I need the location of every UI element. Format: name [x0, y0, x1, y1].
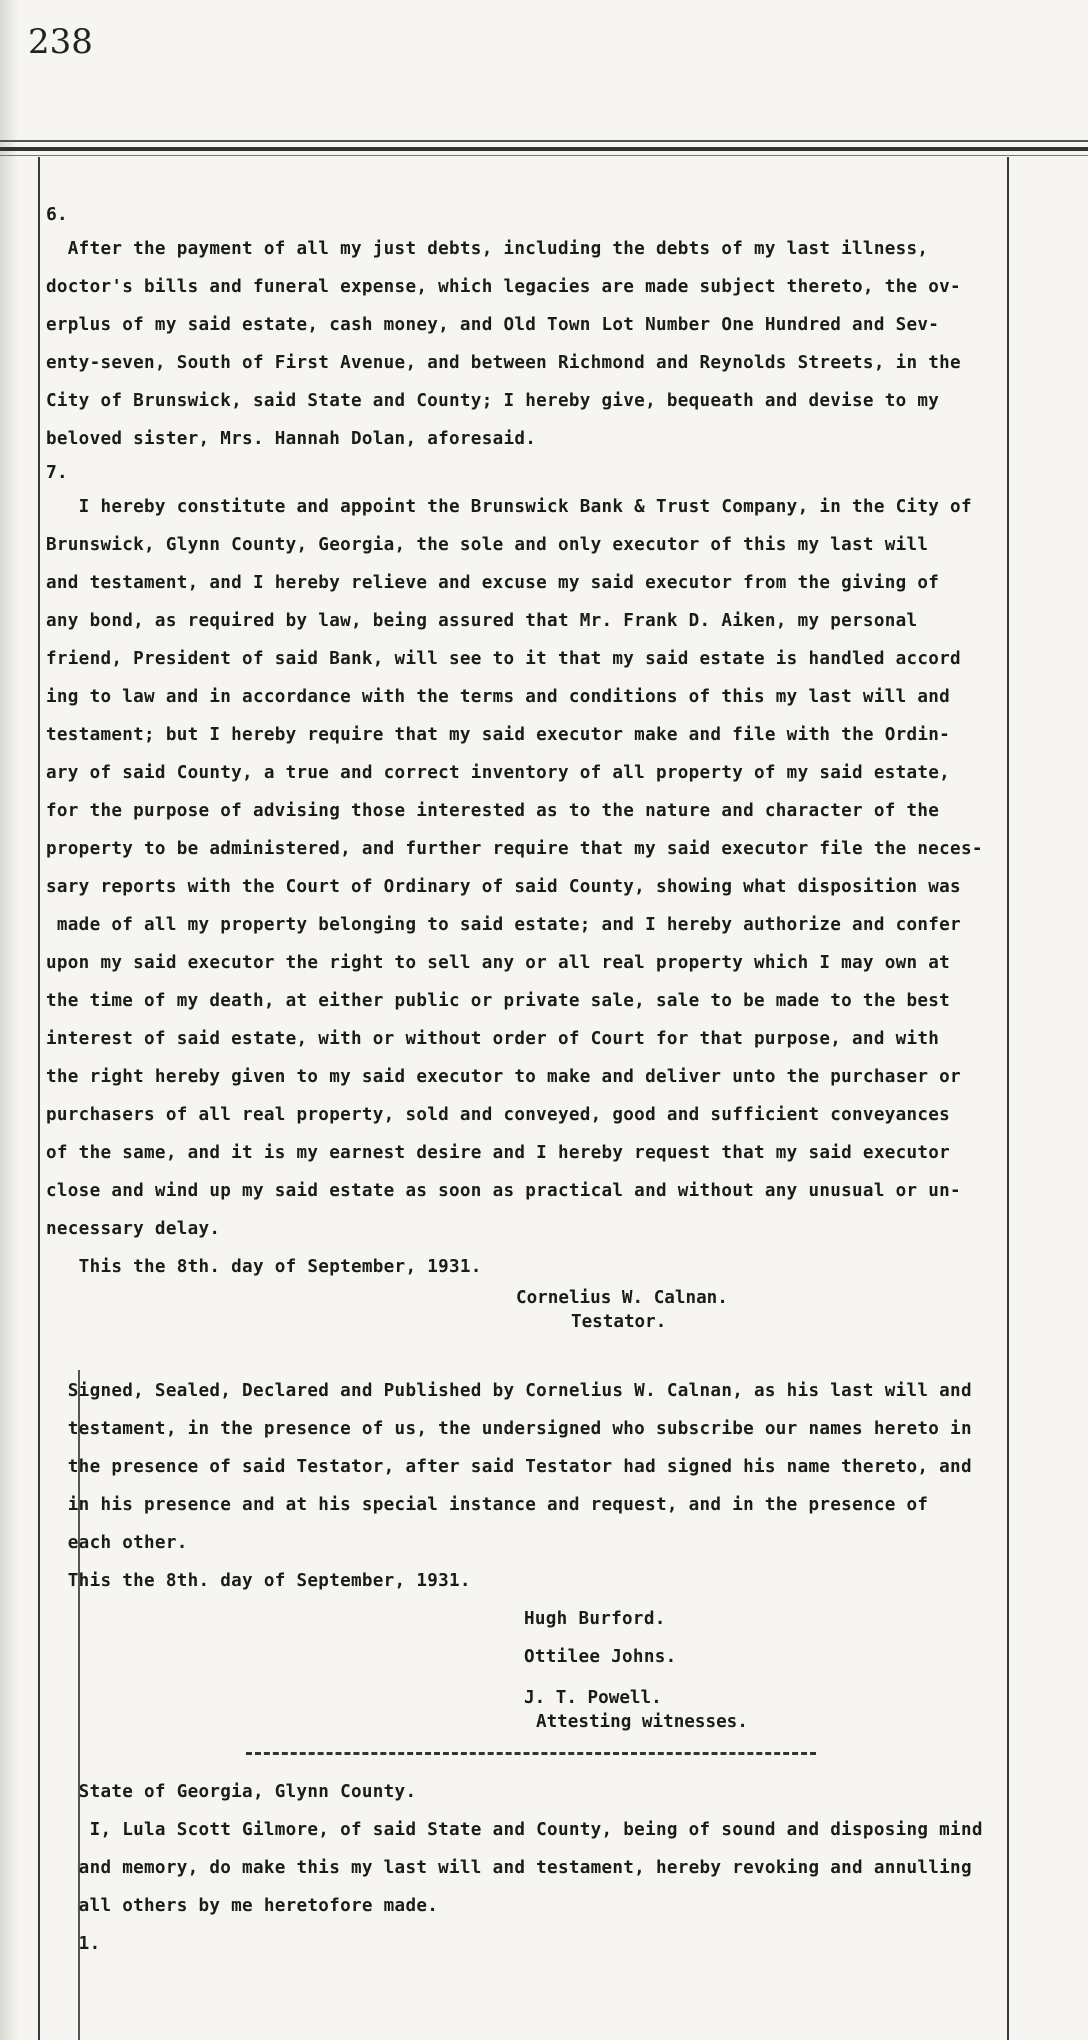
section-7-text — [46, 488, 1036, 1248]
item-number: 1. — [46, 1934, 101, 1954]
attestation-clause — [46, 1372, 1036, 1562]
text-line: testament, in the presence of us, the undersigned who subscribe our names hereto in — [46, 1419, 972, 1439]
text-line: After the payment of all my just debts, including the debts of my last illness, — [46, 239, 929, 259]
text-line: erplus of my said estate, cash money, and Old Town Lot Number One Hundred and Sev- — [46, 315, 940, 335]
text-line: upon my said executor the right to sell any or all real property which I may own at — [46, 953, 951, 973]
text-line: each other. — [46, 1533, 188, 1553]
section-divider — [246, 1752, 816, 1755]
header-rule-thin — [0, 155, 1088, 156]
page-number: 238 — [28, 22, 93, 62]
text-line: ing to law and in accordance with the terms and conditions of this my last will and — [46, 687, 951, 707]
witness-name: Ottilee Johns. — [524, 1647, 677, 1667]
text-line: I, Lula Scott Gilmore, of said State and County, being of sound and disposing mind — [46, 1820, 983, 1840]
header-rule — [0, 140, 1088, 142]
text-line: and testament, and I hereby relieve and excuse my said executor from the giving of — [46, 573, 940, 593]
text-line: ary of said County, a true and correct inventory of all property of my said estate, — [46, 763, 951, 783]
text-line: property to be administered, and further require that my said executor file the neces- — [46, 839, 983, 859]
section-6-text — [46, 230, 1036, 458]
text-line: enty-seven, South of First Avenue, and between Richmond and Reynolds Streets, in the — [46, 353, 961, 373]
witnesses-title: Attesting witnesses. — [536, 1712, 748, 1732]
header-rule-thick — [0, 147, 1088, 151]
left-margin-line — [38, 157, 40, 2040]
date-line: This the 8th. day of September, 1931. — [46, 1571, 471, 1591]
text-line: the time of my death, at either public or private sale, sale to be made to the best — [46, 991, 951, 1011]
witness-name: J. T. Powell. — [524, 1688, 662, 1708]
text-line: testament; but I hereby require that my said executor make and file with the Ordin- — [46, 725, 951, 745]
witness-name: Hugh Burford. — [524, 1609, 666, 1629]
text-line: the right hereby given to my said executor to make and deliver unto the purchaser or — [46, 1067, 961, 1087]
spacer — [46, 1334, 1036, 1372]
text-line: doctor's bills and funeral expense, which legacies are made subject thereto, the ov- — [46, 277, 961, 297]
text-line: all others by me heretofore made. — [46, 1896, 439, 1916]
witness-list — [46, 1600, 1036, 1734]
testator-name: Cornelius W. Calnan. — [516, 1288, 728, 1308]
text-line: and memory, do make this my last will and testament, hereby revoking and annulling — [46, 1858, 972, 1878]
text-line: any bond, as required by law, being assured that Mr. Frank D. Aiken, my personal — [46, 611, 918, 631]
document-body — [46, 200, 1036, 1963]
text-line: the presence of said Testator, after said Testator had signed his name thereto, and — [46, 1457, 972, 1477]
scan-edge — [0, 0, 18, 2040]
text-line: close and wind up my said estate as soon as practical and without any unusual or un- — [46, 1181, 961, 1201]
next-will — [46, 1773, 1036, 1963]
text-line: friend, President of said Bank, will see to it that my said estate is handled accord — [46, 649, 961, 669]
text-line: made of all my property belonging to said estate; and I hereby authorize and confer — [46, 915, 961, 935]
text-line: interest of said estate, with or without order of Court for that purpose, and with — [46, 1029, 940, 1049]
text-line: Brunswick, Glynn County, Georgia, the sole and only executor of this my last will — [46, 535, 929, 555]
text-line: for the purpose of advising those interested as to the nature and character of the — [46, 801, 940, 821]
section-number-6: 6. — [46, 204, 68, 225]
text-line: necessary delay. — [46, 1219, 221, 1239]
text-line: beloved sister, Mrs. Hannah Dolan, aforesaid. — [46, 429, 537, 449]
section-number-7: 7. — [46, 462, 68, 483]
text-line: City of Brunswick, said State and County; I hereby give, bequeath and devise to my — [46, 391, 940, 411]
text-line: purchasers of all real property, sold and conveyed, good and sufficient conveyances — [46, 1105, 951, 1125]
date-line: This the 8th. day of September, 1931. — [46, 1257, 482, 1277]
text-line: sary reports with the Court of Ordinary of said County, showing what disposition was — [46, 877, 961, 897]
text-line: I hereby constitute and appoint the Brunswick Bank & Trust Company, in the City of — [46, 497, 972, 517]
text-line: Signed, Sealed, Declared and Published by Cornelius W. Calnan, as his last will and — [46, 1381, 972, 1401]
testator-title: Testator. — [571, 1312, 667, 1332]
text-line: in his presence and at his special instance and request, and in the presence of — [46, 1495, 929, 1515]
text-line: of the same, and it is my earnest desire and I hereby request that my said executor — [46, 1143, 951, 1163]
jurisdiction-heading: State of Georgia, Glynn County. — [46, 1782, 417, 1802]
